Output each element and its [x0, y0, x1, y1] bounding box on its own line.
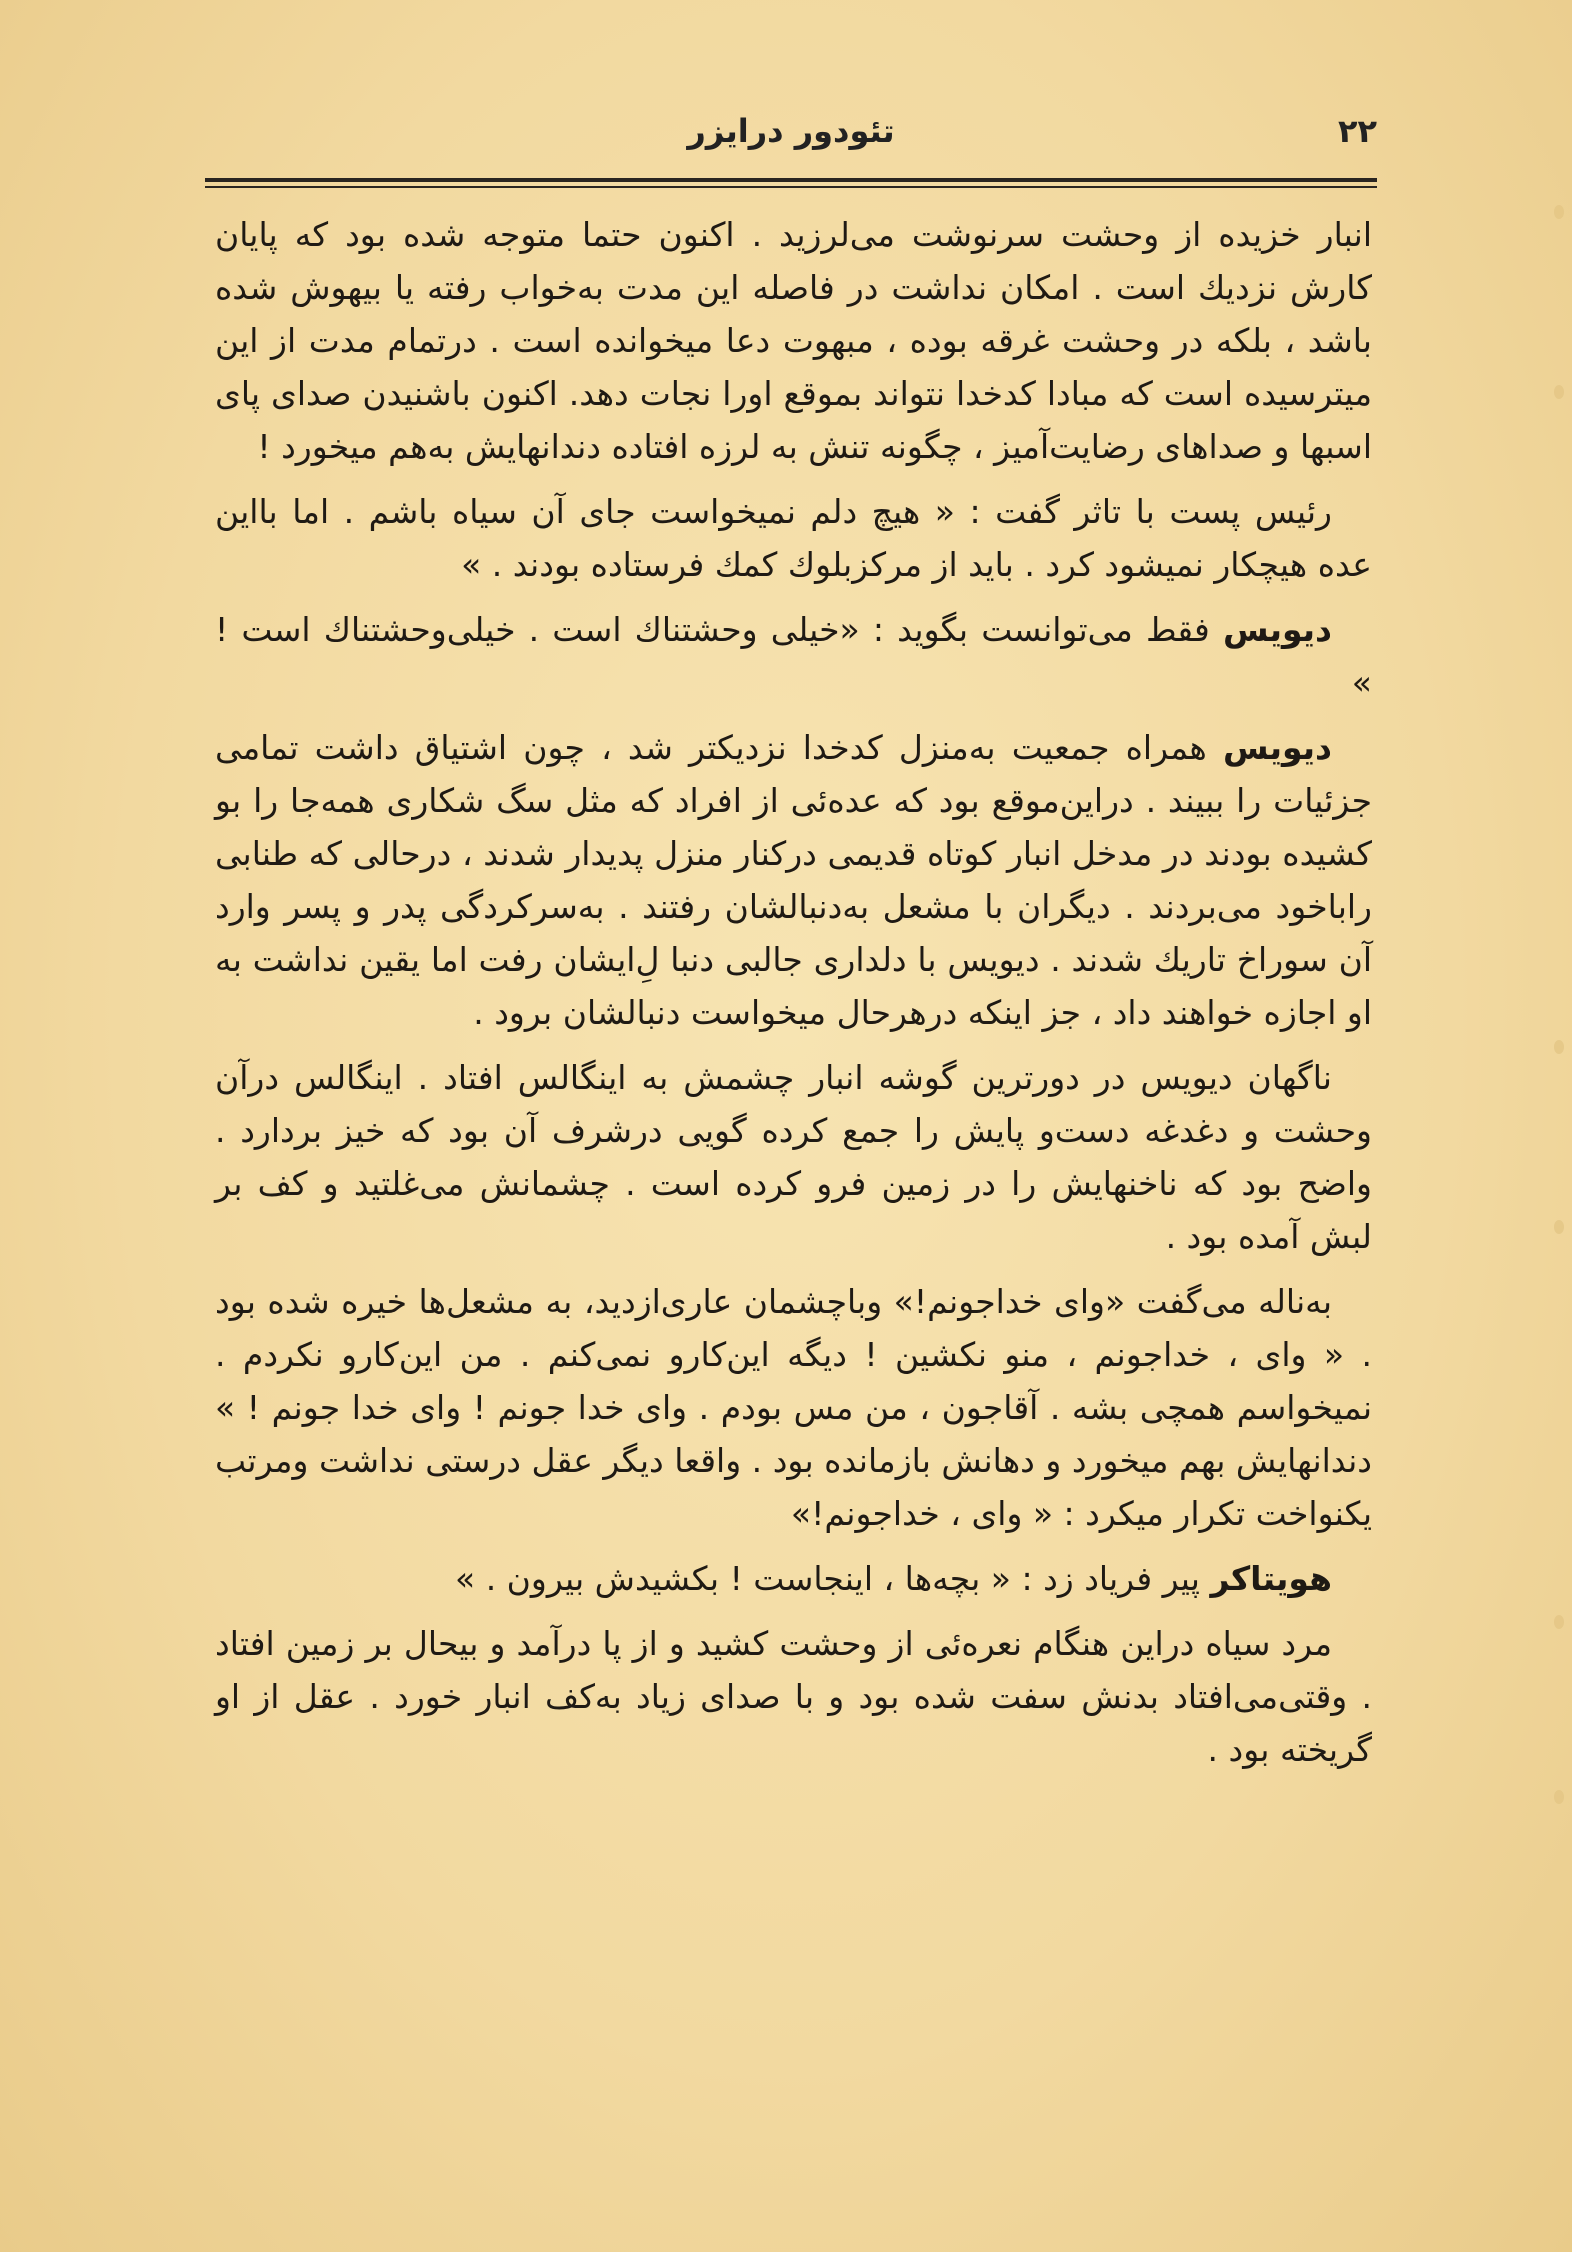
paragraph-text: مرد سیاه دراین هنگام نعره‌ئی از وحشت کشید و از پا درآمد و بیحال بر زمین افتاد . وقتی‌می‌افتاد بدنش سفت شده بود و با صدای زیاد به‌کف انبار خورد . عقل از او گریخته بود .	[215, 1624, 1372, 1769]
paragraph-text: به‌ناله می‌گفت «وای خداجونم!» وباچشمان عاری‌ازدید، به مشعل‌ها خیره شده بود . « وای ، خداجونم ، منو نکشین ! دیگه این‌کارو نمی‌کنم . من این‌کارو نکردم . نمیخواسم همچی بشه . آقاجون ، من مس بودم . وای خدا جونم ! وای خدا جونم ! » دندانهایش بهم میخورد و دهانش بازمانده بود . واقعا دیگر عقل درستی نداشت ومرتب یکنواخت تکرار میکرد : « وای ، خداجونم!»	[215, 1282, 1372, 1533]
paragraph-text: ناگهان دیویس در دورترین گوشه انبار چشمش به اینگالس افتاد . اینگالس درآن وحشت و دغدغه دست‌و پایش را جمع کرده گویی درشرف آن بود که خیز بردارد . واضح بود که ناخنهایش را در زمین فرو کرده است . چشمانش می‌غلتید و کف بر لبش آمده بود .	[215, 1058, 1372, 1256]
speaker-name: هویتاکر	[1210, 1559, 1332, 1598]
binding-hole	[1554, 385, 1564, 399]
page-number: ۲۲	[1337, 112, 1377, 150]
header-rule-thick	[205, 178, 1377, 182]
binding-holes	[1542, 0, 1572, 2252]
binding-hole	[1554, 1790, 1564, 1804]
paragraph	[215, 485, 1372, 591]
paragraph-text: انبار خزیده از وحشت سرنوشت می‌لرزید . اکنون حتما متوجه شده بود که پایان کارش نزدیك است . امکان نداشت در فاصله این مدت به‌خواب رفته یا بیهوش شده باشد ، بلکه در وحشت غرقه بوده ، مبهوت دعا میخوانده است . درتمام مدت از این میترسیده است که مبادا کدخدا نتواند بموقع اورا نجات دهد. اکنون باشنیدن صدای پای اسبها و صداهای رضایت‌آمیز ، چگونه تنش به لرزه افتاده دندانهایش به‌هم میخورد !	[215, 215, 1372, 466]
speaker-name: دیویس	[1222, 610, 1332, 649]
running-title: تئودور درایزر	[687, 112, 895, 150]
paragraph-text: فقط می‌توانست بگوید : «خیلی وحشتناك است . خیلی‌وحشتناك است ! »	[215, 610, 1372, 702]
paragraph-text: پیر فریاد زد : « بچه‌ها ، اینجاست ! بکشیدش بیرون . »	[455, 1559, 1211, 1598]
speaker-name: دیویس	[1222, 728, 1332, 767]
running-head	[205, 112, 1377, 168]
paragraph-text: همراه جمعیت به‌منزل کدخدا نزدیکتر شد ، چون اشتیاق داشت تمامی جزئیات را ببیند . دراین‌موقع بود که عده‌ئی از افراد که مثل سگ شکاری همه‌جا را بو کشیده بودند در مدخل انبار کوتاه قدیمی درکنار منزل پدیدار شدند ، درحالی که طنابی رابا‌خود می‌بردند . دیگران با مشعل به‌دنبالشان رفتند . به‌سرکردگی پدر و پسر وارد آن سوراخ تاریك شدند . دیویس با دلداری جالبی دنبا لِ‌ایشان رفت اما یقین نداشت به او اجازه خواهند داد ، جز اینکه درهرحال میخواست دنبالشان برود .	[215, 728, 1372, 1032]
paragraph	[215, 1275, 1372, 1540]
paragraph	[215, 721, 1372, 1039]
binding-hole	[1554, 1615, 1564, 1629]
body-text	[215, 208, 1372, 1788]
binding-hole	[1554, 205, 1564, 219]
paragraph	[215, 208, 1372, 473]
binding-hole	[1554, 1040, 1564, 1054]
paragraph	[215, 1051, 1372, 1263]
paragraph	[215, 1552, 1372, 1605]
paragraph	[215, 603, 1372, 709]
paragraph-text: رئیس پست با تاثر گفت : « هیچ دلم نمیخواست جای آن سیاه باشم . اما بااین عده هیچکار نمیشود کرد . باید از مرکزبلوك کمك فرستاده بودند . »	[215, 492, 1372, 584]
binding-hole	[1554, 1220, 1564, 1234]
header-rule-thin	[205, 186, 1377, 188]
paragraph	[215, 1617, 1372, 1776]
